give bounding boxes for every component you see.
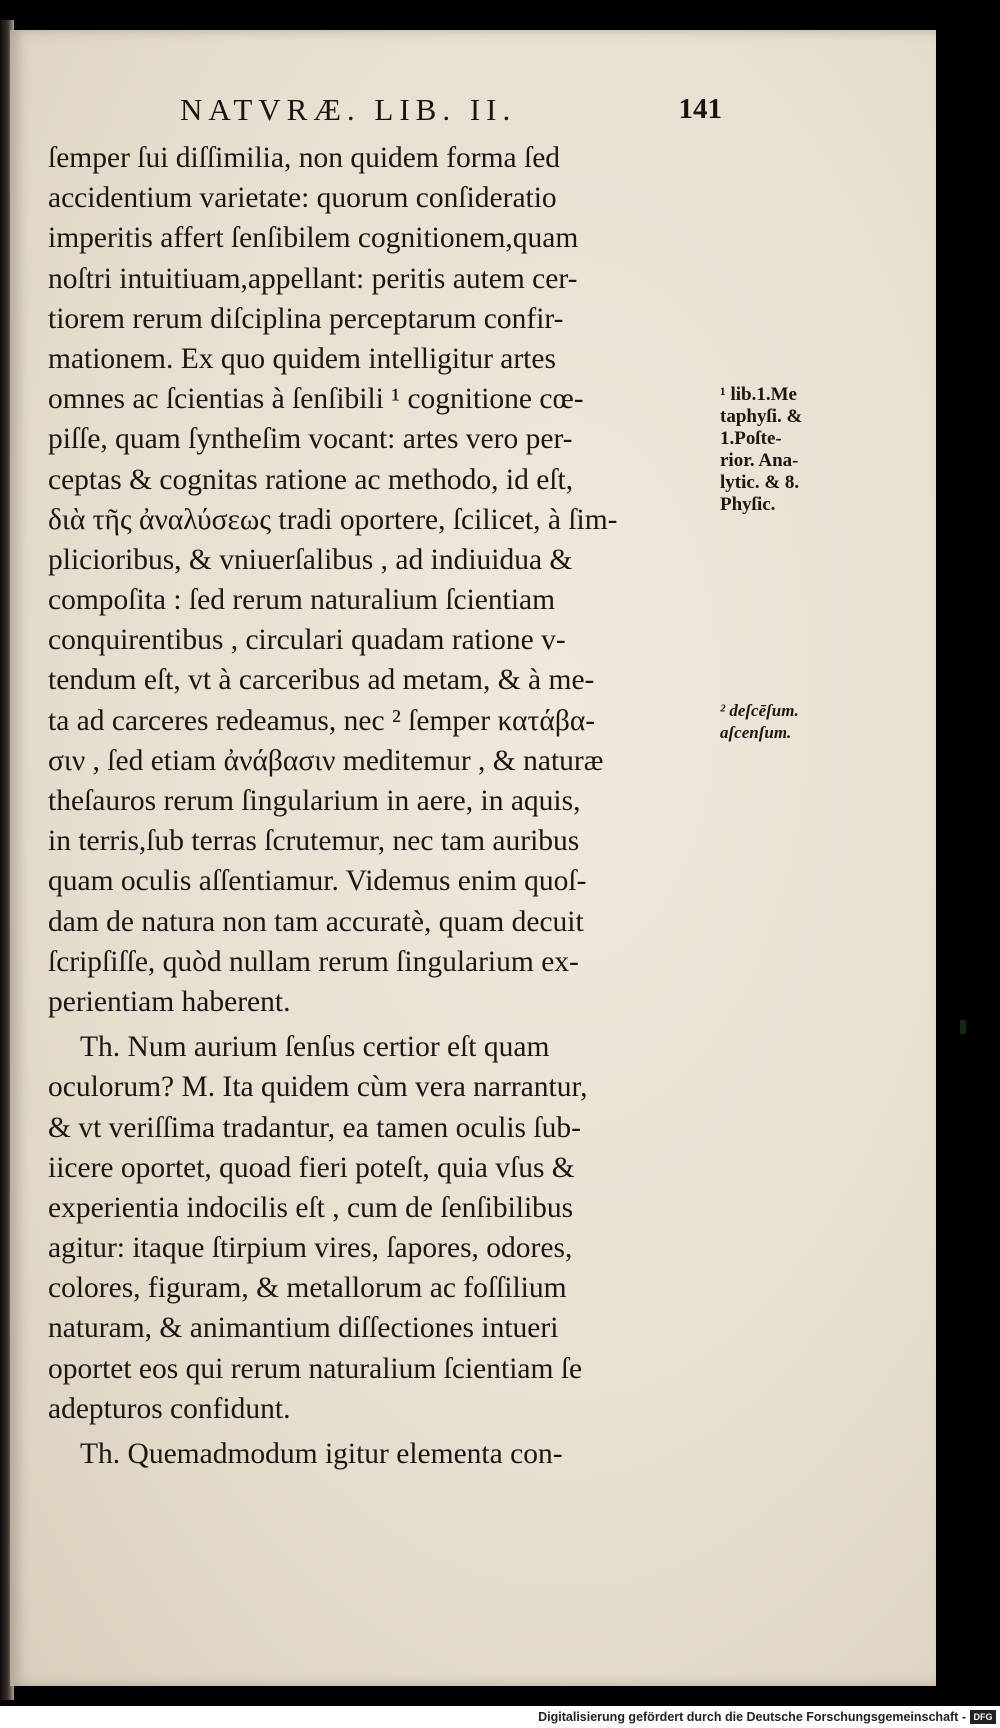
text-line: tendum eſt, vt à carceribus ad metam, & à me- bbox=[48, 664, 595, 697]
text-line: ſcripſiſſe, quòd nullam rerum ſingularium ex- bbox=[48, 945, 579, 978]
text-line: theſauros rerum ſingularium in aere, in aquis, bbox=[48, 785, 581, 817]
text-line: ceptas & cognitas ratione ac methodo, id eſt, bbox=[48, 463, 574, 496]
text-line: ta ad carceres redeamus, nec ² ſemper κατάβα- bbox=[48, 704, 596, 737]
text-line: colores, figuram, & metallorum ac foſſilium bbox=[48, 1272, 567, 1305]
text-line: imperitis affert ſenſibilem cognitionem,quam bbox=[48, 222, 579, 255]
margin-note-line: aſcenſum. bbox=[720, 723, 792, 742]
text-line: tiorem rerum diſciplina perceptarum confir- bbox=[48, 302, 564, 335]
margin-note-line: ² deſcēſum. bbox=[720, 701, 799, 720]
text-line: in terris,ſub terras ſcrutemur, nec tam auribus bbox=[48, 825, 580, 858]
margin-note-line: 1.Poſte- bbox=[720, 428, 782, 449]
paragraph-start-line: Th. Num aurium ſenſus certior eſt quam bbox=[80, 1031, 550, 1064]
text-line: quam oculis aſſentiamur. Videmus enim quoſ- bbox=[48, 865, 587, 898]
paragraph-start-line: Th. Quemadmodum igitur elementa con- bbox=[80, 1438, 563, 1470]
text-line: ſem͏per ſui diſſimilia, non quidem forma ſed bbox=[48, 142, 561, 174]
margin-note-reference-2 bbox=[720, 700, 840, 744]
text-line: & vt veriſſima tradantur, ea tamen oculis ſub- bbox=[48, 1111, 581, 1144]
margin-note-line: lytic. & 8. bbox=[720, 472, 800, 493]
main-text-block bbox=[48, 138, 716, 1474]
text-line: perientiam haberent. bbox=[48, 985, 291, 1018]
margin-note-reference-1 bbox=[720, 384, 840, 516]
text-line: piſſe, quam ſyntheſim vocant: artes vero per- bbox=[48, 423, 573, 456]
funding-credit: Digitalisierung gefördert durch die Deutsche Forschungsgemeinschaft - bbox=[538, 1710, 966, 1724]
text-line: naturam, & animantium diſſectiones intueri bbox=[48, 1312, 559, 1345]
text-line: mationem. Ex quo quidem intelligitur artes bbox=[48, 342, 556, 375]
dfg-logo: DFG bbox=[970, 1710, 996, 1724]
text-line: conquirentibus , circulari quadam ratione v- bbox=[48, 624, 566, 657]
text-line: experientia indocilis eſt , cum de ſenſibilibus bbox=[48, 1191, 574, 1224]
text-line: oportet eos qui rerum naturalium ſcientiam ſe bbox=[48, 1352, 583, 1385]
paper-stain bbox=[960, 1020, 966, 1034]
text-line: dam de natura non tam accuratè, quam decuit bbox=[48, 905, 584, 938]
text-line: adepturos confidunt. bbox=[48, 1392, 291, 1425]
text-line: compoſita : ſed rerum naturalium ſcientiam bbox=[48, 584, 556, 617]
page-number: 141 bbox=[678, 93, 722, 125]
text-line: agitur: itaque ſtirpium vires, ſapores, odores, bbox=[48, 1232, 573, 1265]
text-line: iicere oportet, quoad fieri poteſt, quia vſus & bbox=[48, 1151, 575, 1184]
text-line: accidentium varietate: quorum conſideratio bbox=[48, 182, 557, 215]
margin-note-line: rior. Ana- bbox=[720, 450, 799, 471]
text-line: σιν , ſed etiam ἀνάβασιν meditemur , & naturæ bbox=[48, 744, 604, 777]
text-line: plicioribus, & vniuerſalibus , ad indiuidua & bbox=[48, 543, 573, 576]
text-line: omnes ac ſcientias à ſenſibili ¹ cognitione cœ- bbox=[48, 383, 584, 416]
margin-note-line: Phyſic. bbox=[720, 494, 776, 515]
text-line: διὰ τῆς ἀναλύσεως tradi oportere, ſcilicet, à ſim- bbox=[48, 503, 618, 536]
text-line: noſtri intuitiuam,appellant: peritis autem cer- bbox=[48, 262, 578, 295]
page-edge-background bbox=[936, 30, 1000, 1686]
margin-note-line: ¹ lib.1.Me bbox=[720, 384, 797, 405]
text-line: oculorum? M. Ita quidem cùm vera narrantur, bbox=[48, 1071, 588, 1104]
running-head: NATVRÆ. LIB. II. bbox=[180, 92, 517, 127]
margin-note-line: taphyſi. & bbox=[720, 406, 803, 427]
